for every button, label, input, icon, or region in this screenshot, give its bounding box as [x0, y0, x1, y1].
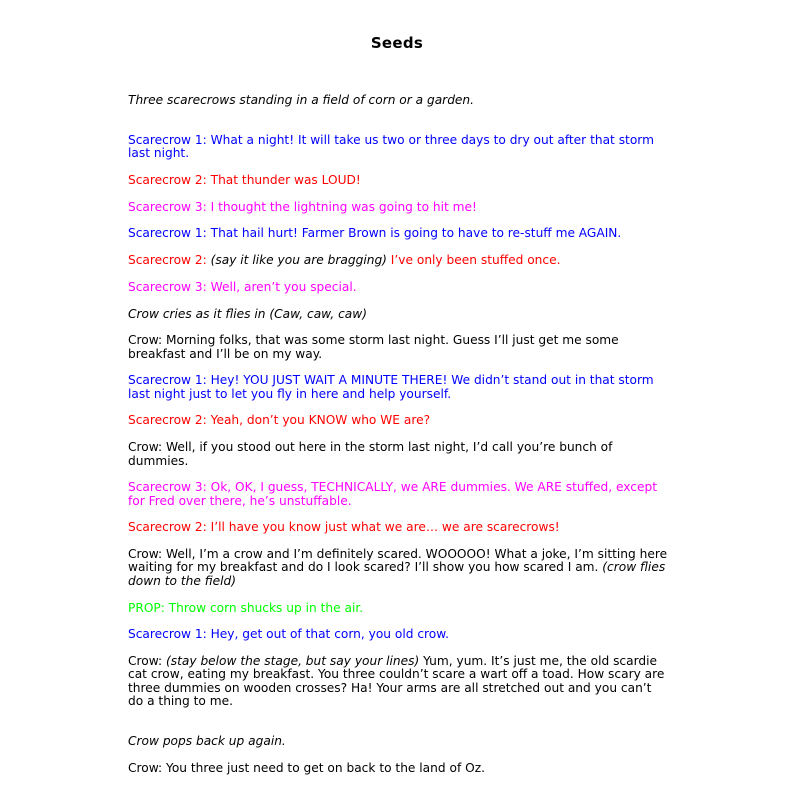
line-text: Yum, yum. It’s just me, the old scardie cat crow, eating my breakfast. You three couldn’t scare a wart off a toad. How scary are three dummies on wooden crosses? Ha! Your arms are all stretched out and you can’t do a thing to me.	[128, 654, 665, 709]
line-text: Crow: Well, I’m a crow and I’m definitely scared. WOOOOO! What a joke, I’m sitting here waiting for my breakfast and do I look scared? I’ll show you how scared I am.	[128, 547, 668, 575]
stage-direction: Crow cries as it flies in (Caw, caw, caw)	[128, 306, 367, 321]
line-scarecrow-1: Scarecrow 1: What a night! It will take us two or three days to dry out after that storm last night.	[128, 132, 654, 161]
stage-direction: Crow pops back up again.	[128, 734, 286, 749]
line-scarecrow-1: Scarecrow 1: Hey! YOU JUST WAIT A MINUTE THERE! We didn’t stand out in that storm last night just to let you fly in here and help yourself.	[128, 373, 654, 401]
prop-note: PROP: Throw corn shucks up in the air.	[128, 600, 364, 615]
line-crow: Crow: You three just need to get on back to the land of Oz.	[128, 760, 485, 775]
line-scarecrow-3: Scarecrow 3: Ok, OK, I guess, TECHNICALLY, we ARE dummies. We ARE stuffed, except for Fred over there, he’s unstuffable.	[128, 480, 657, 508]
line-crow	[128, 655, 668, 709]
line-scarecrow-3: Scarecrow 3: Well, aren’t you special.	[128, 279, 357, 294]
stage-direction-inline: (stay below the stage, but say your lines)	[166, 654, 420, 668]
speaker-label: Scarecrow 2:	[128, 253, 211, 268]
line-crow: Crow: Morning folks, that was some storm last night. Guess I’ll just get me some breakfast and I’ll be on my way.	[128, 333, 619, 361]
line-scarecrow-2	[128, 254, 668, 267]
line-scarecrow-2: Scarecrow 2: Yeah, don’t you KNOW who WE are?	[128, 413, 431, 428]
line-scarecrow-1: Scarecrow 1: Hey, get out of that corn, you old crow.	[128, 627, 449, 642]
page-title: Seeds	[370, 34, 424, 52]
line-scarecrow-2: Scarecrow 2: That thunder was LOUD!	[128, 173, 361, 188]
stage-direction-inline: (crow flies down to the field)	[128, 560, 666, 588]
line-crow	[128, 548, 668, 588]
line-scarecrow-2: Scarecrow 2: I’ll have you know just what we are… we are scarecrows!	[128, 520, 560, 535]
script-body	[128, 94, 668, 789]
stage-direction-inline: (say it like you are bragging)	[210, 253, 387, 268]
speaker-label: Crow:	[128, 654, 166, 668]
line-scarecrow-3: Scarecrow 3: I thought the lightning was going to hit me!	[128, 199, 477, 214]
line-crow: Crow: Well, if you stood out here in the storm last night, I’d call you’re bunch of dummies.	[128, 440, 613, 468]
line-text: I’ve only been stuffed once.	[386, 253, 561, 268]
line-scarecrow-1: Scarecrow 1: That hail hurt! Farmer Brown is going to have to re-stuff me AGAIN.	[128, 226, 622, 241]
stage-direction-setting: Three scarecrows standing in a field of corn or a garden.	[128, 93, 475, 107]
